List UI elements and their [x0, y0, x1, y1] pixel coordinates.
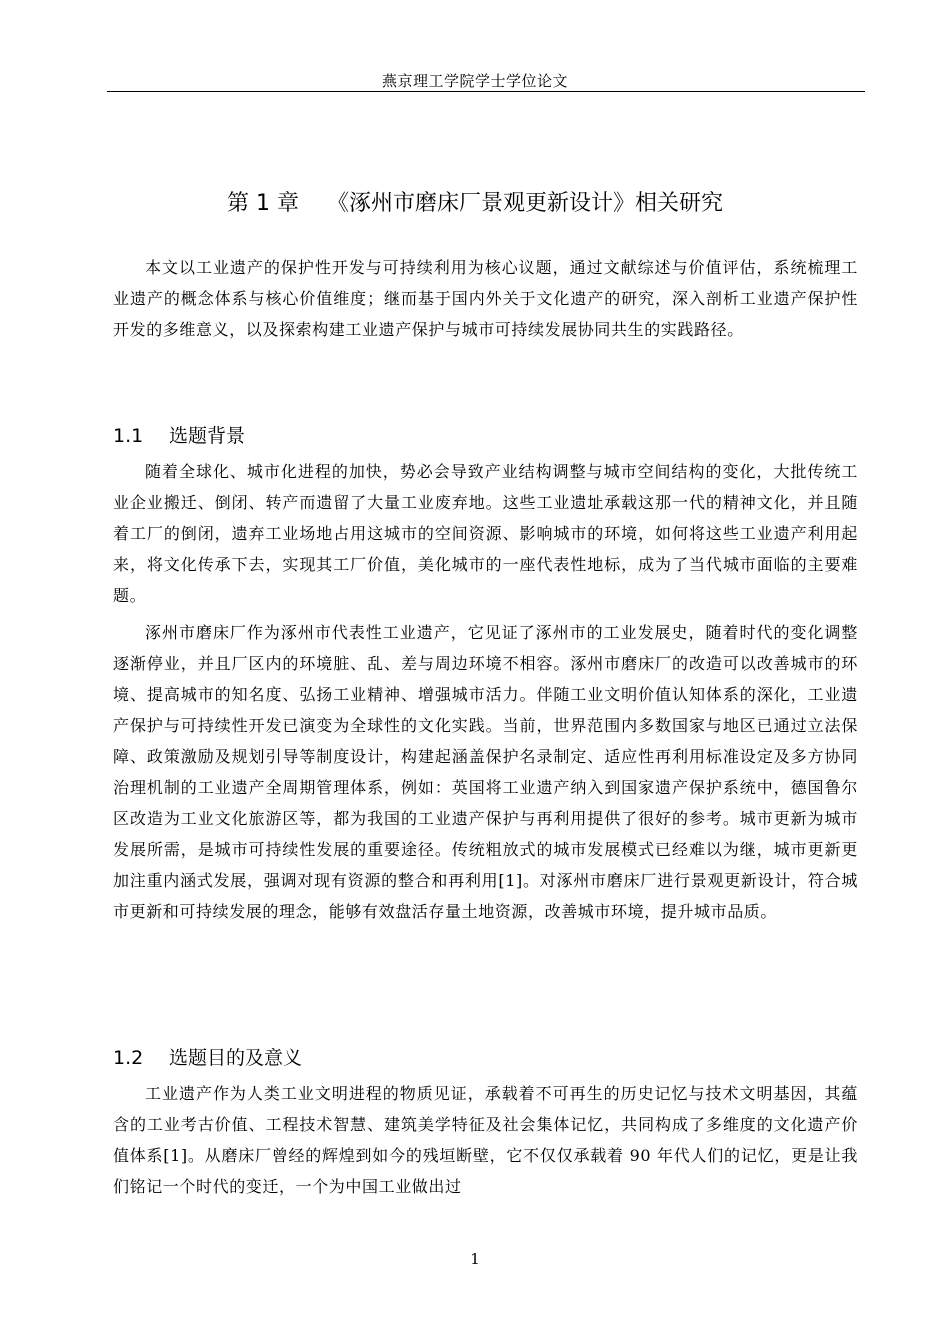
section-title: 选题背景 — [169, 425, 246, 447]
body-paragraph: 涿州市磨床厂作为涿州市代表性工业遗产，它见证了涿州市的工业发展史，随着时代的变化调整逐渐停业，并且厂区内的环境脏、乱、差与周边环境不相容。涿州市磨床厂的改造可以改善城市的环境、提高城市的知名度、弘扬工业精神、增强城市活力。伴随工业文明价值认知体系的深化，工业遗产保护与可持续性开发已演变为全球性的文化实践。当前，世界范围内多数国家与地区已通过立法保障、政策激励及规划引导等制度设计，构建起涵盖保护名录制定、适应性再利用标准设定及多方协同治理机制的工业遗产全周期管理体系，例如：英国将工业遗产纳入到国家遗产保护系统中，德国鲁尔区改造为工业文化旅游区等，都为我国的工业遗产保护与再利用提供了很好的参考。城市更新为城市发展所需，是城市可持续性发展的重要途径。传统粗放式的城市发展模式已经难以为继，城市更新更加注重内涵式发展，强调对现有资源的整合和再利用[1]。对涿州市磨床厂进行景观更新设计，符合城市更新和可持续发展的理念，能够有效盘活存量土地资源，改善城市环境，提升城市品质。 — [113, 623, 858, 921]
section-number: 1.1 — [113, 425, 144, 447]
running-header: 燕京理工学院学士学位论文 — [381, 72, 568, 90]
body-paragraph: 随着全球化、城市化进程的加快，势必会导致产业结构调整与城市空间结构的变化，大批传统工业企业搬迁、倒闭、转产而遗留了大量工业废弃地。这些工业遗址承载这那一代的精神文化，并且随着工厂的倒闭，遗弃工业场地占用这城市的空间资源、影响城市的环境，如何将这些工业遗产利用起来，将文化传承下去，实现其工厂价值，美化城市的一座代表性地标，成为了当代城市面临的主要难题。 — [113, 462, 858, 605]
chapter-title — [0, 186, 950, 217]
chapter-title-text: 《涿州市磨床厂景观更新设计》相关研究 — [326, 191, 723, 216]
page-number: 1 — [470, 1250, 480, 1268]
section-heading-1-2 — [113, 1043, 302, 1070]
body-paragraph: 工业遗产作为人类工业文明进程的物质见证，承载着不可再生的历史记忆与技术文明基因，其蕴含的工业考古价值、工程技术智慧、建筑美学特征及社会集体记忆，共同构成了多维度的文化遗产价值体系[1]。从磨床厂曾经的辉煌到如今的残垣断壁，它不仅仅承载着 90 年代人们的记忆，更是让我们铭记一个时代的变迁，一个为中国工业做出过 — [113, 1084, 858, 1196]
section-number: 1.2 — [113, 1047, 144, 1069]
section-heading-1-1 — [113, 421, 245, 448]
header-divider — [107, 91, 865, 92]
intro-paragraph: 本文以工业遗产的保护性开发与可持续利用为核心议题，通过文献综述与价值评估，系统梳理工业遗产的概念体系与核心价值维度；继而基于国内外关于文化遗产的研究，深入剖析工业遗产保护性开发的多维意义，以及探索构建工业遗产保护与城市可持续发展协同共生的实践路径。 — [113, 258, 858, 339]
chapter-number: 第 1 章 — [227, 191, 299, 216]
section-title: 选题目的及意义 — [169, 1047, 303, 1069]
